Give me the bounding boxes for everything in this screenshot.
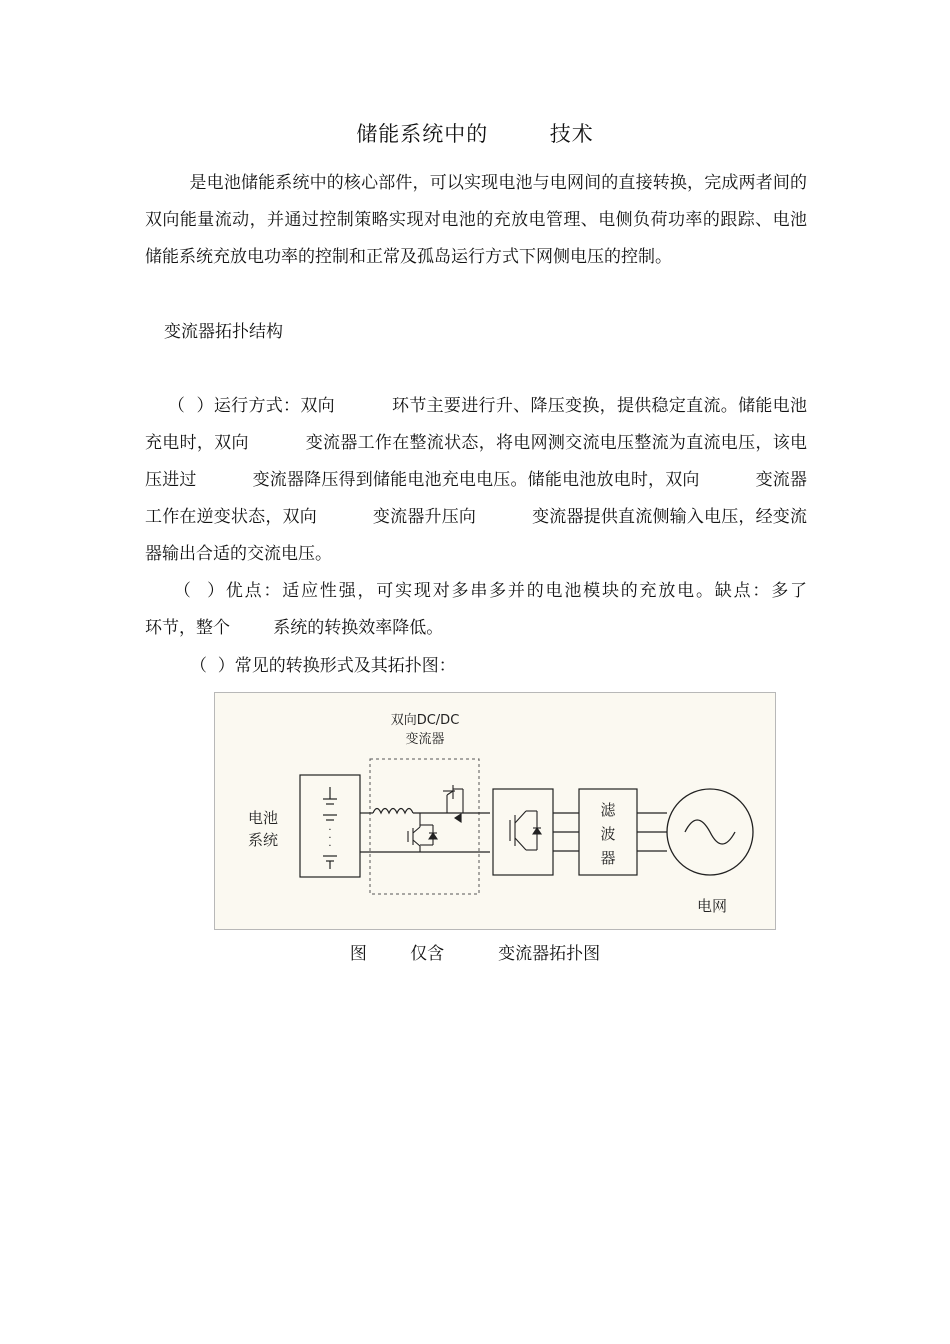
svg-text:·: · bbox=[328, 833, 332, 844]
inverter-box bbox=[493, 789, 553, 875]
filter-label-char2: 波 bbox=[600, 825, 616, 843]
battery-dots: · bbox=[328, 825, 332, 836]
lower-igbt-icon bbox=[408, 813, 437, 852]
converter-label-line1: 双向DC/DC bbox=[390, 713, 460, 728]
intro-paragraph: 是电池储能系统中的核心部件，可以实现电池与电网间的直接转换，完成两者间的双向能量流动，并通过控制策略实现对电池的充放电管理、电侧负荷功率的跟踪、电池储能系统充放电功率的控制和正常及孤岛运行方式下网侧电压的控制。 bbox=[145, 173, 808, 267]
grid-label: 电网 bbox=[696, 897, 728, 915]
inverter-igbt-icon bbox=[510, 811, 541, 850]
topology-figure bbox=[214, 692, 776, 930]
operation-mode-paragraph: （ ）运行方式：双向 环节主要进行升、降压变换，提供稳定直流。储能电池充电时，双向 变流器工作在整流状态，将电网测交流电压整流为直流电压，该电压进过 变流器降压得到储能电池充电电压。储能电池放电时，双向 变流器工作在逆变状态，双向 变流器升压向 变流器提供直流侧输入电压，经变流器输出合适的交流电压。 bbox=[145, 396, 807, 564]
battery-label-line2: 系统 bbox=[247, 831, 279, 849]
converter-label-line2: 变流器 bbox=[405, 732, 445, 747]
dcdc-converter-box bbox=[370, 759, 479, 894]
filter-label-char3: 器 bbox=[600, 849, 616, 867]
topology-intro-line: （ ）常见的转换形式及其拓扑图： bbox=[190, 656, 456, 676]
sine-wave-icon bbox=[685, 820, 735, 844]
svg-text:·: · bbox=[328, 841, 332, 852]
ac-lines-1 bbox=[553, 813, 579, 851]
document-title: 储能系统中的 技术 bbox=[356, 122, 594, 146]
section-heading: 变流器拓扑结构 bbox=[164, 322, 283, 342]
figure-caption: 图 仅含 变流器拓扑图 bbox=[349, 944, 601, 964]
upper-igbt-icon bbox=[443, 785, 463, 822]
pros-cons-paragraph: （ ）优点：适应性强，可实现对多串多并的电池模块的充放电。缺点：多了 环节，整个 系统的转换效率降低。 bbox=[145, 581, 862, 638]
ac-lines-2 bbox=[637, 813, 667, 851]
topology-diagram bbox=[215, 693, 777, 931]
battery-label-line1: 电池 bbox=[247, 809, 279, 827]
filter-label-char1: 滤 bbox=[600, 801, 616, 819]
